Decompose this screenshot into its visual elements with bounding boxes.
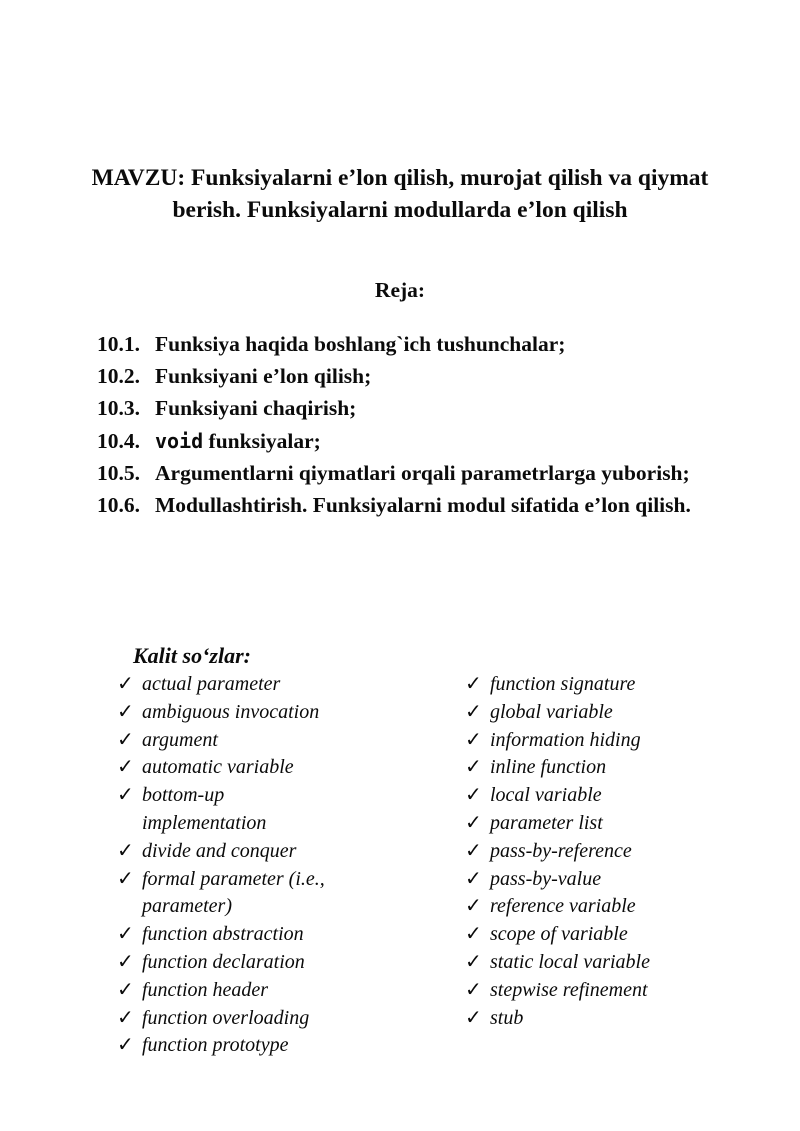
toc-item-text: Argumentlarni qiymatlari orqali parametrlarga yuborish; (155, 460, 690, 485)
keyword-text: information hiding (490, 728, 641, 751)
checkmark-icon: ✓ (117, 978, 134, 1001)
checkmark-icon: ✓ (465, 784, 482, 807)
keyword-text: stub (490, 1006, 524, 1029)
keyword-item (465, 921, 785, 949)
keyword-text: divide and conquer (142, 839, 297, 862)
keyword-text: pass-by-reference (490, 839, 632, 862)
keyword-text: pass-by-value (490, 867, 602, 890)
keyword-item (117, 949, 465, 977)
toc-item (97, 392, 727, 424)
keyword-text: formal parameter (i.e., parameter) (142, 867, 325, 918)
keyword-text: function header (142, 978, 269, 1001)
checkmark-icon: ✓ (465, 1006, 482, 1029)
keyword-item (117, 1032, 465, 1060)
keyword-text: global variable (490, 700, 613, 723)
toc-item-text: Funksiya haqida boshlang`ich tushunchalar; (155, 332, 566, 356)
keyword-item (117, 838, 465, 866)
keyword-text: parameter list (490, 811, 603, 834)
keyword-text: actual parameter (142, 673, 281, 695)
keyword-text: function declaration (142, 950, 305, 973)
toc-item-number: 10.4. (97, 428, 140, 453)
keyword-item (465, 977, 785, 1005)
keyword-item (117, 727, 465, 755)
toc-list (97, 328, 727, 521)
toc-item-number: 10.3. (97, 396, 140, 421)
keyword-item (117, 754, 465, 782)
checkmark-icon: ✓ (117, 950, 134, 973)
toc-item (97, 328, 727, 360)
checkmark-icon: ✓ (465, 950, 482, 973)
keyword-text: inline function (490, 756, 607, 779)
toc-item-number: 10.1. (97, 332, 140, 356)
keyword-text: ambiguous invocation (142, 700, 320, 723)
keywords-column-left (117, 671, 465, 1060)
keyword-item (465, 727, 785, 755)
keyword-text: function abstraction (142, 923, 304, 946)
keyword-text: static local variable (490, 950, 650, 973)
checkmark-icon: ✓ (117, 673, 134, 695)
toc-item-text: Funksiyani e’lon qilish; (155, 364, 372, 389)
toc-item-number: 10.5. (97, 460, 140, 485)
checkmark-icon: ✓ (117, 839, 134, 862)
keyword-item (465, 1005, 785, 1033)
keyword-item (117, 1005, 465, 1033)
checkmark-icon: ✓ (465, 673, 482, 695)
checkmark-icon: ✓ (465, 700, 482, 723)
keyword-text: reference variable (490, 895, 636, 918)
checkmark-icon: ✓ (117, 784, 134, 807)
keyword-item (465, 754, 785, 782)
checkmark-icon: ✓ (465, 756, 482, 779)
keyword-text: scope of variable (490, 923, 628, 946)
keyword-text: local variable (490, 784, 602, 807)
checkmark-icon: ✓ (465, 867, 482, 890)
checkmark-icon: ✓ (117, 756, 134, 779)
keyword-item (465, 893, 785, 921)
checkmark-icon: ✓ (465, 923, 482, 946)
keyword-item (117, 782, 465, 838)
toc-item (97, 489, 727, 521)
toc-item-number: 10.2. (97, 364, 140, 389)
plan-heading: Reja: (374, 278, 426, 302)
toc-item-text: Funksiyani chaqirish; (155, 396, 357, 421)
checkmark-icon: ✓ (465, 978, 482, 1001)
keyword-item (117, 977, 465, 1005)
keyword-item (117, 699, 465, 727)
keywords-columns (117, 671, 785, 1060)
keyword-item (465, 866, 785, 894)
keywords-column-right (465, 671, 785, 1060)
checkmark-icon: ✓ (465, 728, 482, 751)
toc-item-text: Modullashtirish. Funksiyalarni modul sifatida e’lon qilish. (155, 493, 691, 518)
toc-item (97, 425, 727, 457)
keyword-text: argument (142, 728, 218, 751)
checkmark-icon: ✓ (117, 923, 134, 946)
checkmark-icon: ✓ (465, 895, 482, 918)
keyword-item (117, 866, 465, 922)
keyword-item (117, 921, 465, 949)
keyword-text: bottom-up implementation (142, 784, 267, 834)
keyword-item (465, 810, 785, 838)
checkmark-icon: ✓ (465, 839, 482, 862)
keywords-heading: Kalit so‘zlar: (133, 643, 251, 668)
checkmark-icon: ✓ (117, 728, 134, 751)
keyword-text: function prototype (142, 1034, 289, 1057)
keyword-text: stepwise refinement (490, 978, 648, 1001)
checkmark-icon: ✓ (117, 867, 134, 890)
keyword-item (465, 699, 785, 727)
keyword-text: function signature (490, 673, 636, 695)
keyword-text: function overloading (142, 1006, 310, 1029)
checkmark-icon: ✓ (117, 700, 134, 723)
toc-item-text: void funksiyalar; (155, 428, 321, 453)
toc-item (97, 360, 727, 392)
page-title: MAVZU: Funksiyalarni e’lon qilish, murojat qilish va qiymat berish. Funksiyalarni modullarda e’lon qilish (91, 165, 709, 223)
toc-item-number: 10.6. (97, 493, 140, 518)
keyword-item (465, 838, 785, 866)
toc-item (97, 457, 727, 489)
keyword-item (465, 782, 785, 810)
keyword-item (465, 671, 785, 699)
keyword-item (117, 671, 465, 699)
checkmark-icon: ✓ (465, 811, 482, 834)
keyword-text: automatic variable (142, 756, 294, 779)
checkmark-icon: ✓ (117, 1034, 134, 1057)
checkmark-icon: ✓ (117, 1006, 134, 1029)
keyword-item (465, 949, 785, 977)
